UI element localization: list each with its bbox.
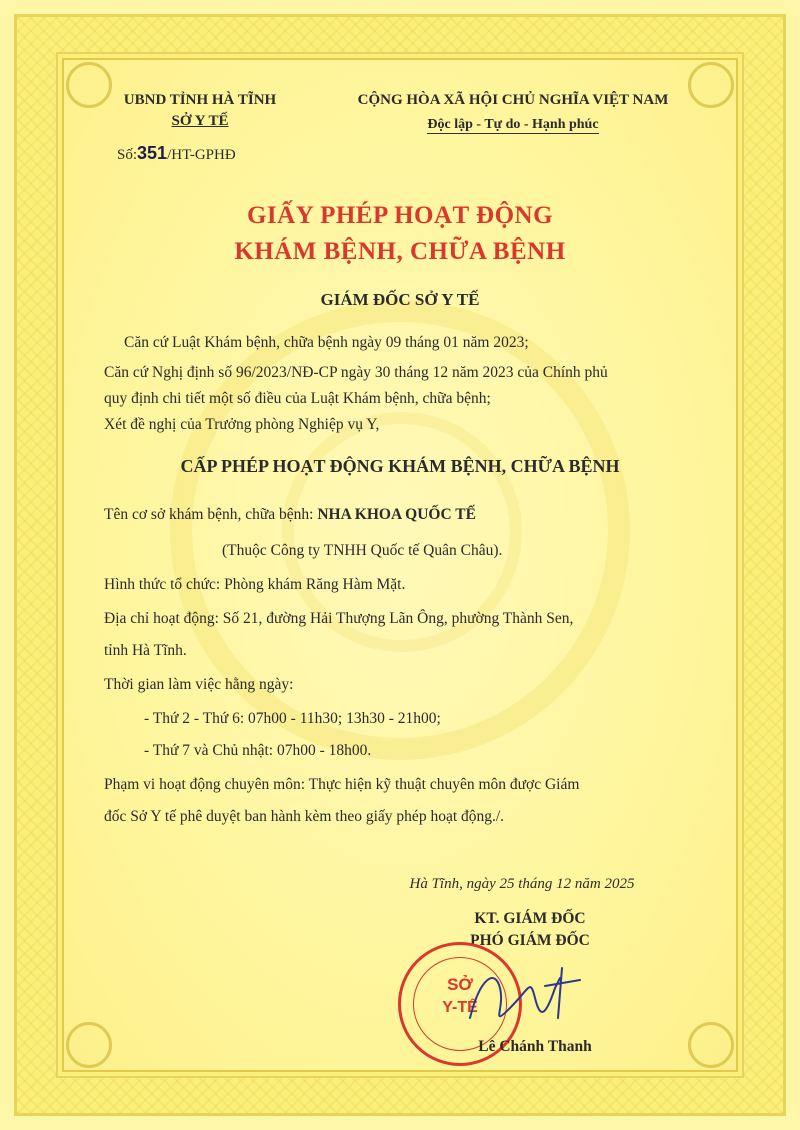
nation-line2: Độc lập - Tự do - Hạnh phúc bbox=[427, 117, 599, 132]
working-hours-weekend: - Thứ 7 và Chủ nhật: 07h00 - 18h00. bbox=[144, 742, 372, 759]
issuing-agency bbox=[110, 92, 290, 130]
corner-ornament bbox=[688, 1022, 734, 1068]
agency-line1: UBND TỈNH HÀ TĨNH bbox=[123, 92, 277, 108]
basis-2: Căn cứ Nghị định số 96/2023/NĐ-CP ngày 30 tháng 12 năm 2023 của Chính phủ bbox=[104, 364, 608, 381]
signer-name: Lê Chánh Thanh bbox=[478, 1038, 592, 1055]
license-title-line2: KHÁM BỆNH, CHỮA BỆNH bbox=[234, 238, 566, 265]
facility-name-value: NHA KHOA QUỐC TẾ bbox=[317, 506, 476, 523]
basis-3: quy định chi tiết một số điều của Luật Khám bệnh, chữa bệnh; bbox=[104, 390, 491, 407]
agency-line2: SỞ Y TẾ bbox=[171, 113, 229, 129]
authority-heading: GIÁM ĐỐC SỞ Y TẾ bbox=[320, 290, 480, 309]
facility-address-line2: tỉnh Hà Tĩnh. bbox=[104, 642, 187, 659]
handwritten-signature bbox=[450, 958, 590, 1038]
scope-line1: Phạm vi hoạt động chuyên môn: Thực hiện kỹ thuật chuyên môn được Giám bbox=[104, 776, 580, 793]
seal-line1: SỞ bbox=[447, 975, 473, 994]
facility-owner: (Thuộc Công ty TNHH Quốc tế Quân Châu). bbox=[222, 542, 503, 559]
document-number bbox=[117, 143, 236, 164]
facility-address-line1: Địa chỉ hoạt động: Số 21, đường Hải Thượng Lãn Ông, phường Thành Sen, bbox=[104, 610, 574, 627]
decision-heading: CẤP PHÉP HOẠT ĐỘNG KHÁM BỆNH, CHỮA BỆNH bbox=[180, 456, 620, 476]
seal-line2: Y-TẾ bbox=[442, 999, 478, 1016]
corner-ornament bbox=[66, 62, 112, 108]
signer-role1: KT. GIÁM ĐỐC bbox=[474, 910, 586, 927]
number-value: 351 bbox=[137, 143, 168, 163]
facility-type: Hình thức tổ chức: Phòng khám Răng Hàm Mặt. bbox=[104, 576, 406, 593]
signer-role2: PHÓ GIÁM ĐỐC bbox=[470, 932, 590, 949]
number-suffix: /HT-GPHĐ bbox=[167, 147, 236, 163]
place-and-date: Hà Tĩnh, ngày 25 tháng 12 năm 2025 bbox=[409, 876, 635, 892]
basis-1: Căn cứ Luật Khám bệnh, chữa bệnh ngày 09 tháng 01 năm 2023; bbox=[124, 334, 529, 351]
license-title-line1: GIẤY PHÉP HOẠT ĐỘNG bbox=[246, 202, 554, 229]
number-prefix: Số: bbox=[117, 147, 138, 163]
working-hours-weekday: - Thứ 2 - Thứ 6: 07h00 - 11h30; 13h30 - 21h00; bbox=[144, 710, 441, 727]
facility-name-label: Tên cơ sở khám bệnh, chữa bệnh: bbox=[104, 506, 318, 523]
working-hours-label: Thời gian làm việc hằng ngày: bbox=[104, 676, 294, 693]
national-motto bbox=[328, 92, 698, 133]
nation-line1: CỘNG HÒA XÃ HỘI CHỦ NGHĨA VIỆT NAM bbox=[357, 92, 669, 108]
scope-line2: đốc Sở Y tế phê duyệt ban hành kèm theo giấy phép hoạt động./. bbox=[104, 808, 505, 825]
corner-ornament bbox=[66, 1022, 112, 1068]
basis-4: Xét đề nghị của Trưởng phòng Nghiệp vụ Y, bbox=[104, 416, 380, 433]
facility-name bbox=[104, 506, 476, 524]
